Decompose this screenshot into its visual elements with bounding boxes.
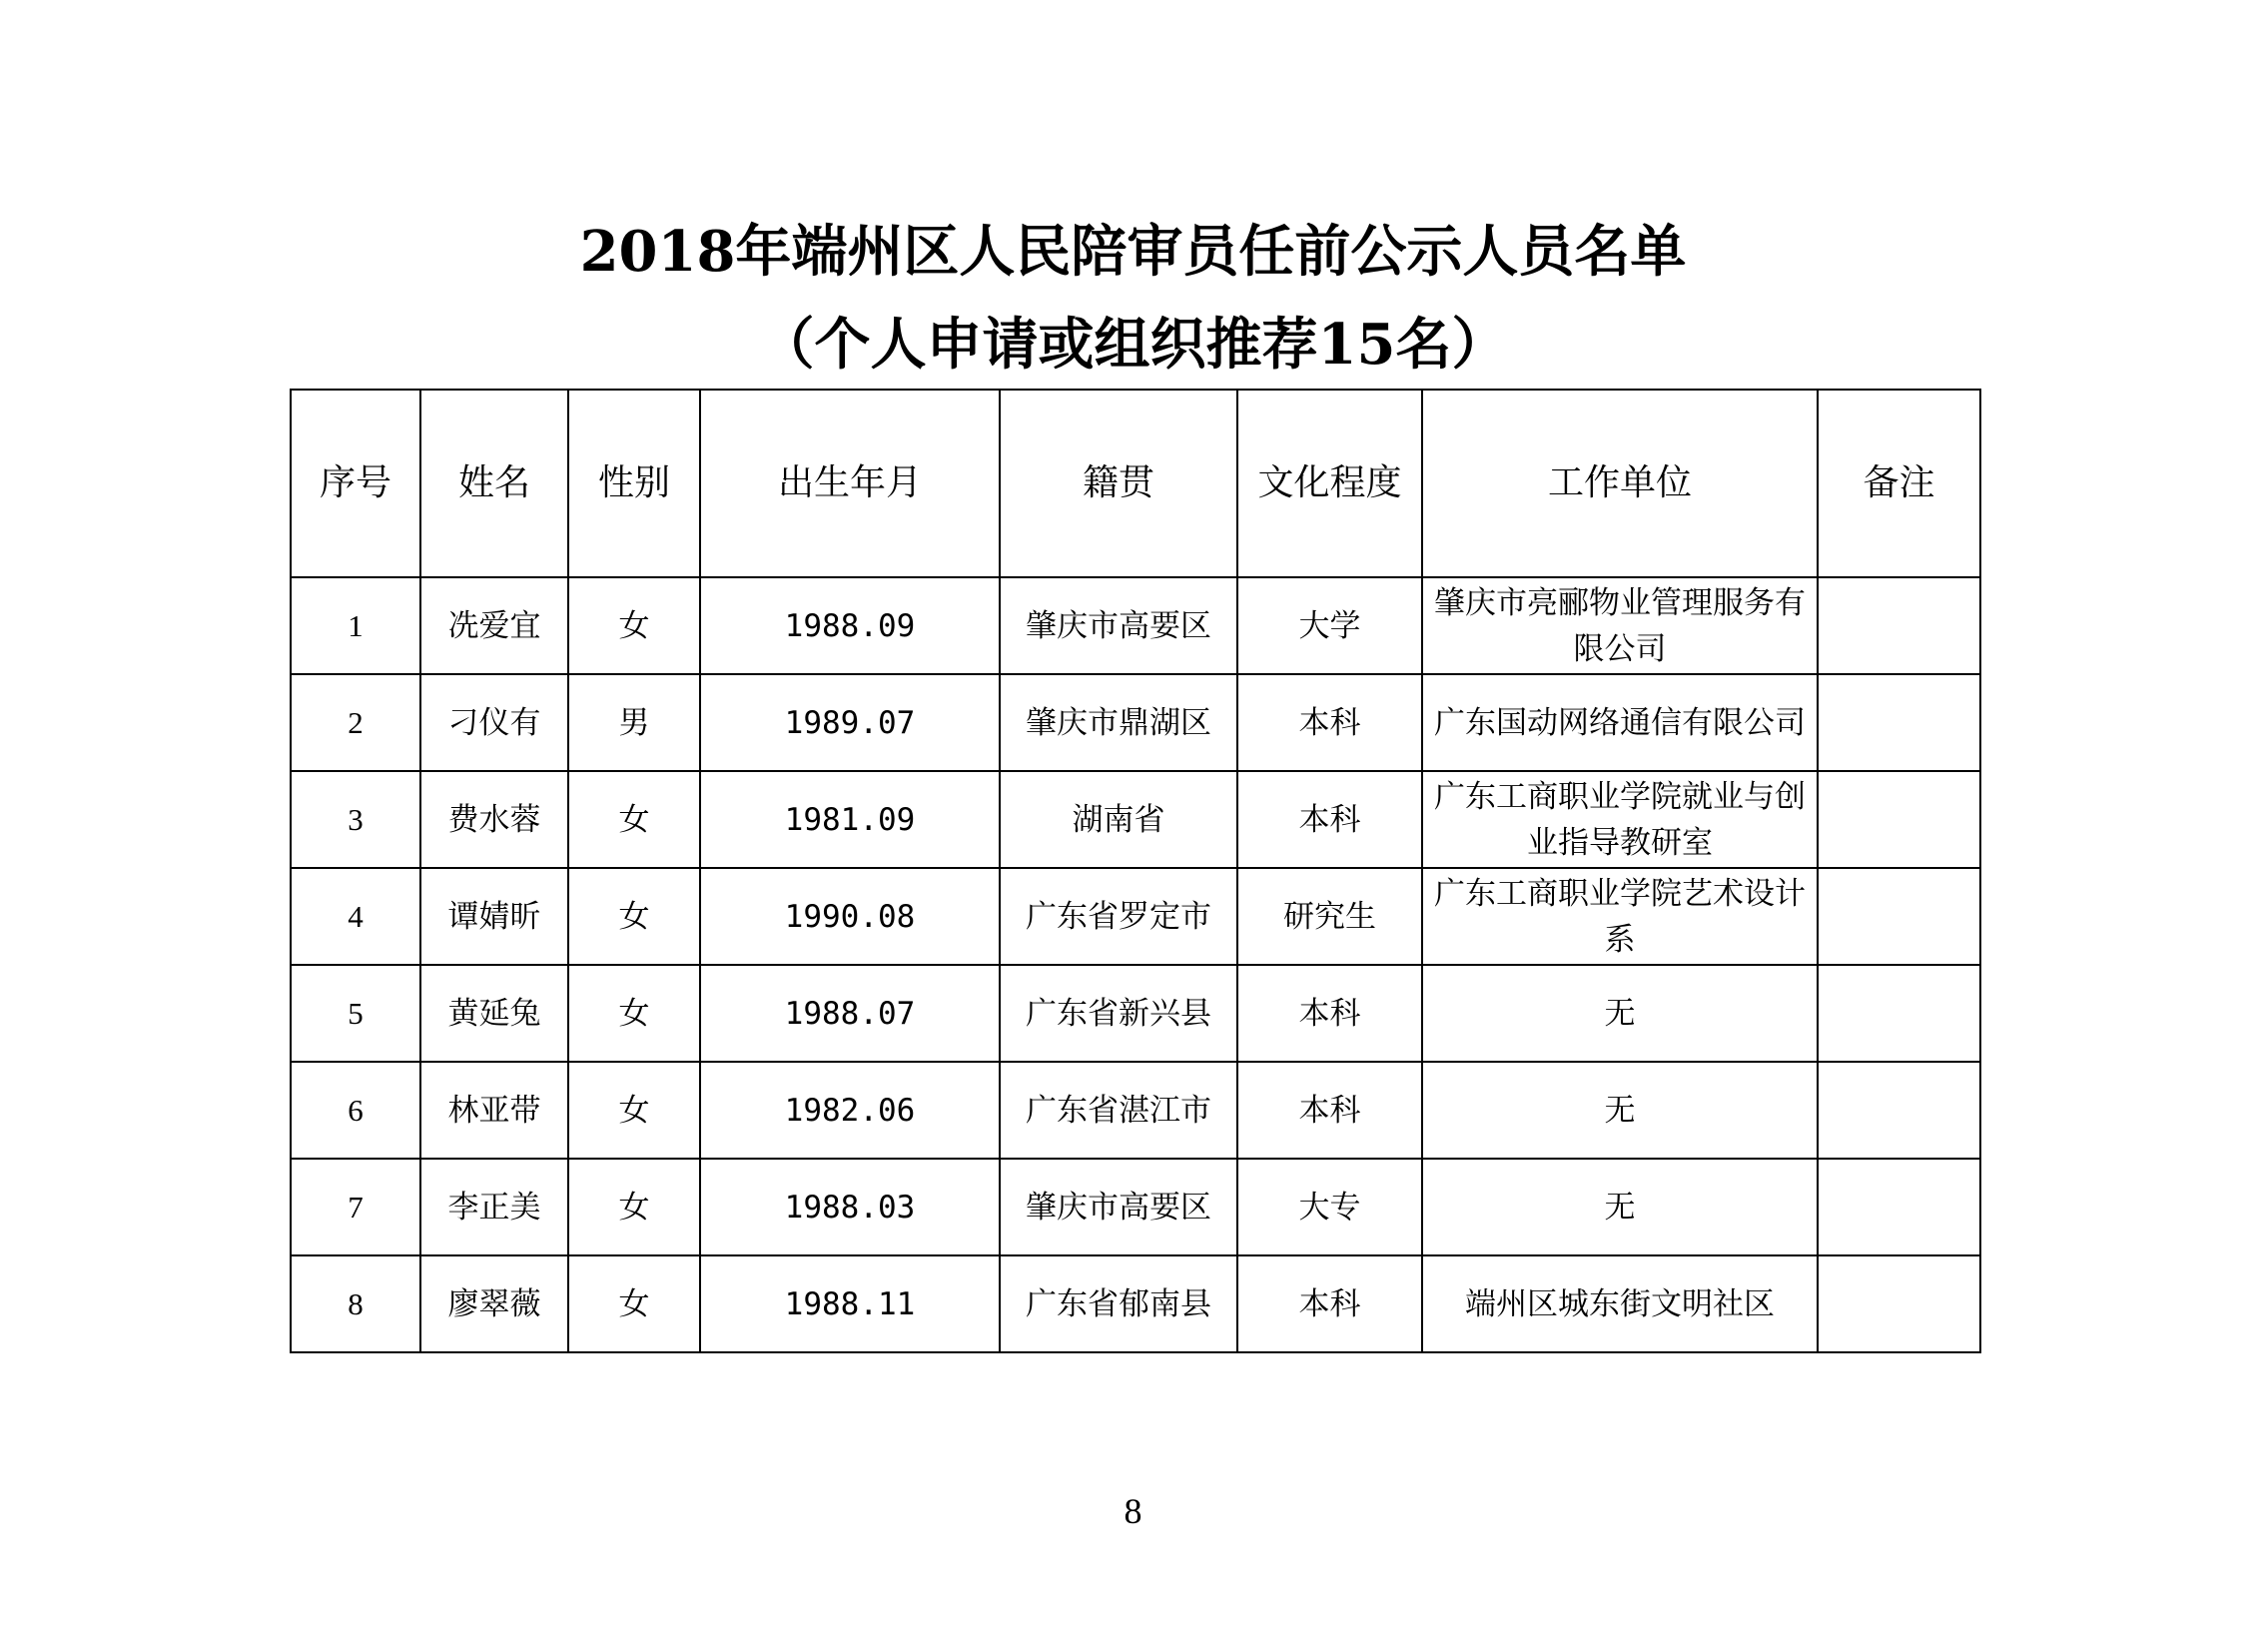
cell-origin: 广东省罗定市 — [1000, 868, 1237, 965]
page-number: 8 — [1124, 1491, 1142, 1531]
cell-workplace: 广东国动网络通信有限公司 — [1422, 674, 1818, 771]
cell-workplace: 无 — [1422, 965, 1818, 1062]
cell-education: 本科 — [1237, 1255, 1422, 1352]
cell-gender: 男 — [568, 674, 700, 771]
cell-education: 本科 — [1237, 674, 1422, 771]
cell-name: 谭婧昕 — [420, 868, 568, 965]
cell-birth: 1989.07 — [700, 674, 1000, 771]
header-remarks: 备注 — [1818, 390, 1980, 577]
table-row — [291, 577, 1980, 674]
cell-origin: 广东省湛江市 — [1000, 1062, 1237, 1159]
cell-gender: 女 — [568, 965, 700, 1062]
cell-name: 冼爱宜 — [420, 577, 568, 674]
header-education: 文化程度 — [1237, 390, 1422, 577]
cell-origin: 肇庆市高要区 — [1000, 1159, 1237, 1255]
cell-name: 费水蓉 — [420, 771, 568, 868]
header-birth: 出生年月 — [700, 390, 1000, 577]
cell-workplace: 广东工商职业学院就业与创业指导教研室 — [1422, 771, 1818, 868]
cell-gender: 女 — [568, 868, 700, 965]
table-row — [291, 1255, 1980, 1352]
cell-gender: 女 — [568, 1159, 700, 1255]
header-seq: 序号 — [291, 390, 420, 577]
cell-remarks — [1818, 1255, 1980, 1352]
cell-name: 刁仪有 — [420, 674, 568, 771]
cell-origin: 广东省郁南县 — [1000, 1255, 1237, 1352]
cell-birth: 1988.11 — [700, 1255, 1000, 1352]
table-row — [291, 868, 1980, 965]
cell-seq: 5 — [291, 965, 420, 1062]
cell-birth: 1988.09 — [700, 577, 1000, 674]
header-workplace: 工作单位 — [1422, 390, 1818, 577]
cell-remarks — [1818, 771, 1980, 868]
cell-workplace: 肇庆市亮郦物业管理服务有限公司 — [1422, 577, 1818, 674]
cell-origin: 广东省新兴县 — [1000, 965, 1237, 1062]
document-title: 2018年端州区人民陪审员任前公示人员名单 — [579, 219, 1687, 285]
cell-gender: 女 — [568, 1255, 700, 1352]
table-row — [291, 1062, 1980, 1159]
cell-origin: 肇庆市鼎湖区 — [1000, 674, 1237, 771]
cell-name: 廖翠薇 — [420, 1255, 568, 1352]
cell-education: 本科 — [1237, 771, 1422, 868]
cell-workplace: 广东工商职业学院艺术设计系 — [1422, 868, 1818, 965]
cell-remarks — [1818, 965, 1980, 1062]
cell-birth: 1988.03 — [700, 1159, 1000, 1255]
cell-origin: 肇庆市高要区 — [1000, 577, 1237, 674]
cell-workplace: 无 — [1422, 1062, 1818, 1159]
cell-workplace: 无 — [1422, 1159, 1818, 1255]
cell-remarks — [1818, 1159, 1980, 1255]
cell-origin: 湖南省 — [1000, 771, 1237, 868]
cell-birth: 1990.08 — [700, 868, 1000, 965]
cell-remarks — [1818, 674, 1980, 771]
header-origin: 籍贯 — [1000, 390, 1237, 577]
juror-roster-table — [290, 389, 1981, 1353]
cell-remarks — [1818, 577, 1980, 674]
cell-name: 林亚带 — [420, 1062, 568, 1159]
cell-gender: 女 — [568, 771, 700, 868]
cell-education: 大学 — [1237, 577, 1422, 674]
table-row — [291, 771, 1980, 868]
table-row — [291, 1159, 1980, 1255]
cell-gender: 女 — [568, 1062, 700, 1159]
cell-seq: 6 — [291, 1062, 420, 1159]
cell-education: 大专 — [1237, 1159, 1422, 1255]
cell-seq: 8 — [291, 1255, 420, 1352]
cell-seq: 3 — [291, 771, 420, 868]
cell-seq: 1 — [291, 577, 420, 674]
table-row — [291, 965, 1980, 1062]
header-name: 姓名 — [420, 390, 568, 577]
cell-birth: 1988.07 — [700, 965, 1000, 1062]
document-subtitle: （个人申请或组织推荐15名） — [758, 312, 1508, 378]
cell-education: 本科 — [1237, 965, 1422, 1062]
header-gender: 性别 — [568, 390, 700, 577]
cell-remarks — [1818, 1062, 1980, 1159]
table-header-row — [291, 390, 1980, 577]
cell-birth: 1982.06 — [700, 1062, 1000, 1159]
cell-seq: 2 — [291, 674, 420, 771]
cell-seq: 4 — [291, 868, 420, 965]
cell-seq: 7 — [291, 1159, 420, 1255]
cell-education: 本科 — [1237, 1062, 1422, 1159]
cell-birth: 1981.09 — [700, 771, 1000, 868]
cell-name: 黄延兔 — [420, 965, 568, 1062]
cell-name: 李正美 — [420, 1159, 568, 1255]
cell-workplace: 端州区城东街文明社区 — [1422, 1255, 1818, 1352]
cell-education: 研究生 — [1237, 868, 1422, 965]
table-row — [291, 674, 1980, 771]
cell-remarks — [1818, 868, 1980, 965]
cell-gender: 女 — [568, 577, 700, 674]
